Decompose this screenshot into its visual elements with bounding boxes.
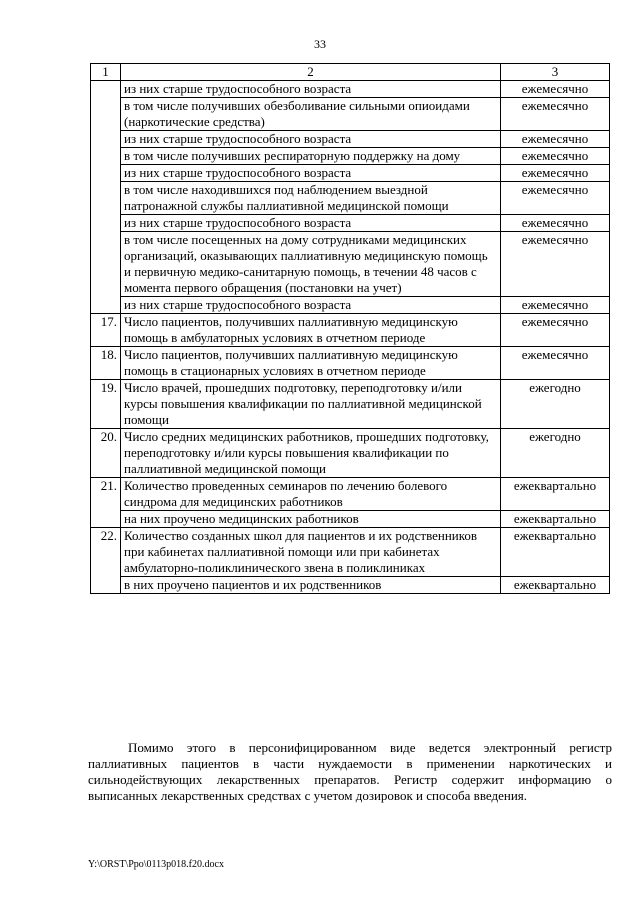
row-period: ежемесячно	[501, 148, 610, 165]
row-indicator: Число врачей, прошедших подготовку, переподготовку и/или курсы повышения квалификации по паллиативной медицинской помощи	[121, 380, 501, 429]
header-col-2: 2	[121, 64, 501, 81]
table-row	[91, 429, 610, 478]
table-row	[91, 511, 610, 528]
row-number: 20.	[91, 429, 121, 478]
row-indicator: Число пациентов, получивших паллиативную медицинскую помощь в стационарных условиях в отчетном периоде	[121, 347, 501, 380]
row-number: 22.	[91, 528, 121, 577]
table-row	[91, 577, 610, 594]
header-col-1: 1	[91, 64, 121, 81]
page-number: 33	[314, 37, 326, 51]
row-indicator: на них проучено медицинских работников	[121, 511, 501, 528]
row-indicator: в том числе получивших респираторную поддержку на дому	[121, 148, 501, 165]
row-indicator: из них старше трудоспособного возраста	[121, 81, 501, 98]
row-number	[91, 131, 121, 148]
file-path-footer: Y:\ORST\Ppo\0113p018.f20.docx	[88, 859, 224, 870]
row-indicator: в том числе получивших обезболивание сильными опиоидами (наркотические средства)	[121, 98, 501, 131]
row-indicator: в них проучено пациентов и их родственников	[121, 577, 501, 594]
table-row	[91, 528, 610, 577]
row-number: 18.	[91, 347, 121, 380]
row-period: ежегодно	[501, 429, 610, 478]
row-period: ежемесячно	[501, 131, 610, 148]
row-indicator: Количество проведенных семинаров по лечению болевого синдрома для медицинских работников	[121, 478, 501, 511]
row-indicator: в том числе находившихся под наблюдением выездной патронажной службы паллиативной медицинской помощи	[121, 182, 501, 215]
row-number	[91, 98, 121, 131]
row-number	[91, 165, 121, 182]
table-row	[91, 297, 610, 314]
table-row	[91, 182, 610, 215]
row-period: ежемесячно	[501, 165, 610, 182]
table-row	[91, 314, 610, 347]
row-period: ежемесячно	[501, 81, 610, 98]
row-period: ежемесячно	[501, 232, 610, 297]
table-row	[91, 131, 610, 148]
row-period: ежемесячно	[501, 347, 610, 380]
row-period: ежемесячно	[501, 98, 610, 131]
row-period: ежемесячно	[501, 314, 610, 347]
row-number: 17.	[91, 314, 121, 347]
row-number	[91, 182, 121, 215]
row-indicator: Количество созданных школ для пациентов и их родственников при кабинетах паллиативной помощи или при кабинетах амбулаторно-поликлинического звена в поликлиниках	[121, 528, 501, 577]
row-period: ежемесячно	[501, 215, 610, 232]
row-indicator: из них старше трудоспособного возраста	[121, 215, 501, 232]
row-period: ежеквартально	[501, 511, 610, 528]
row-period: ежемесячно	[501, 297, 610, 314]
row-number	[91, 297, 121, 314]
row-number	[91, 577, 121, 594]
row-number	[91, 148, 121, 165]
table-row	[91, 165, 610, 182]
row-indicator: из них старше трудоспособного возраста	[121, 297, 501, 314]
table-row	[91, 347, 610, 380]
row-number	[91, 81, 121, 98]
row-period: ежемесячно	[501, 182, 610, 215]
row-period: ежегодно	[501, 380, 610, 429]
table-row	[91, 98, 610, 131]
row-period: ежеквартально	[501, 528, 610, 577]
row-number	[91, 215, 121, 232]
row-indicator: Число пациентов, получивших паллиативную медицинскую помощь в амбулаторных условиях в отчетном периоде	[121, 314, 501, 347]
row-number: 19.	[91, 380, 121, 429]
row-number	[91, 511, 121, 528]
table-header-row	[91, 64, 610, 81]
row-indicator: в том числе посещенных на дому сотрудниками медицинских организаций, оказывающих паллиативную медицинскую помощь и первичную медико-санитарную помощь, в течении 48 часов с момента первого обращения (постановки на учет)	[121, 232, 501, 297]
table-row	[91, 380, 610, 429]
row-number: 21.	[91, 478, 121, 511]
header-col-3: 3	[501, 64, 610, 81]
row-indicator: Число средних медицинских работников, прошедших подготовку, переподготовку и/или курсы повышения квалификации по паллиативной медицинской помощи	[121, 429, 501, 478]
table-row	[91, 478, 610, 511]
register-paragraph: Помимо этого в персонифицированном виде ведется электронный регистр паллиативных пациентов в части нуждаемости в применении наркотических и сильнодействующих лекарственных препаратов. Регистр содержит информацию о выписанных лекарственных средствах с учетом дозировок и способа введения.	[88, 740, 612, 803]
row-period: ежеквартально	[501, 478, 610, 511]
row-number	[91, 232, 121, 297]
row-indicator: из них старше трудоспособного возраста	[121, 131, 501, 148]
table-row	[91, 81, 610, 98]
indicators-table	[90, 63, 610, 594]
row-period: ежеквартально	[501, 577, 610, 594]
row-indicator: из них старше трудоспособного возраста	[121, 165, 501, 182]
table-row	[91, 148, 610, 165]
table-row	[91, 232, 610, 297]
table-row	[91, 215, 610, 232]
